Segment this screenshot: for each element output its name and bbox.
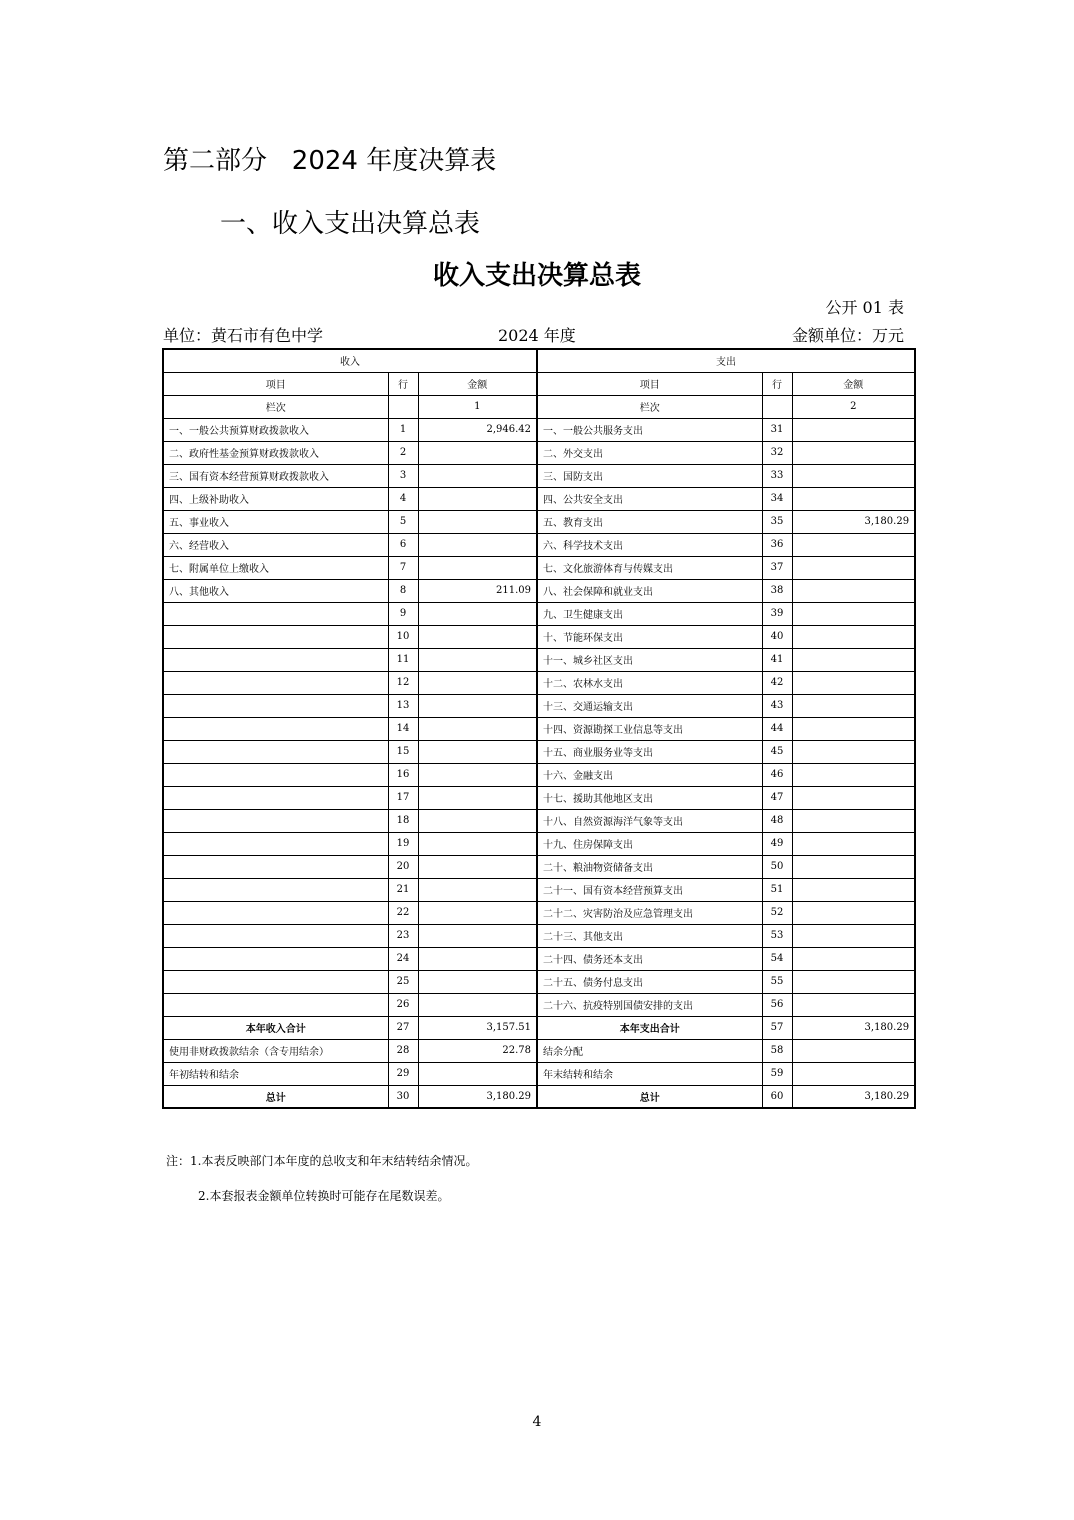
expense-item-cell: 十八、自然资源海洋气象等支出 (537, 809, 762, 832)
year-label: 2024 年度 (498, 326, 576, 345)
income-item-cell (163, 740, 388, 763)
expense-line-cell: 37 (762, 556, 792, 579)
table-row (163, 855, 915, 878)
income-amount-cell (418, 832, 537, 855)
table-row (163, 878, 915, 901)
form-code: 公开 01 表 (825, 298, 904, 317)
expense-line-cell: 45 (762, 740, 792, 763)
expense-item-cell: 本年支出合计 (537, 1016, 762, 1039)
table-row (163, 1062, 915, 1085)
income-line-cell: 14 (388, 717, 418, 740)
income-line-cell: 13 (388, 694, 418, 717)
expense-line-header: 行 (762, 372, 792, 395)
expense-amount-cell (792, 418, 915, 441)
expense-amount-cell (792, 901, 915, 924)
expense-item-cell: 二十四、债务还本支出 (537, 947, 762, 970)
expense-line-cell: 32 (762, 441, 792, 464)
table-row (163, 947, 915, 970)
expense-line-cell: 55 (762, 970, 792, 993)
expense-line-cell: 40 (762, 625, 792, 648)
income-amount-cell (418, 924, 537, 947)
income-line-cell: 27 (388, 1016, 418, 1039)
income-amount-cell (418, 993, 537, 1016)
expense-amount-cell (792, 694, 915, 717)
expense-line-cell: 60 (762, 1085, 792, 1108)
income-amount-cell (418, 464, 537, 487)
expense-seq-line (762, 395, 792, 418)
income-item-cell: 总计 (163, 1085, 388, 1108)
income-item-header: 项目 (163, 372, 388, 395)
table-row (163, 625, 915, 648)
table-row (163, 717, 915, 740)
expense-item-cell: 五、教育支出 (537, 510, 762, 533)
expense-line-cell: 47 (762, 786, 792, 809)
expense-line-cell: 34 (762, 487, 792, 510)
income-item-cell (163, 786, 388, 809)
income-amount-cell (418, 947, 537, 970)
note-2: 2.本套报表金额单位转换时可能存在尾数误差。 (198, 1189, 450, 1203)
expense-item-cell: 十七、援助其他地区支出 (537, 786, 762, 809)
expense-line-cell: 38 (762, 579, 792, 602)
income-line-cell: 1 (388, 418, 418, 441)
expense-item-cell: 结余分配 (537, 1039, 762, 1062)
income-item-cell (163, 763, 388, 786)
income-line-cell: 30 (388, 1085, 418, 1108)
income-line-cell: 18 (388, 809, 418, 832)
expense-line-cell: 49 (762, 832, 792, 855)
expense-line-cell: 46 (762, 763, 792, 786)
expense-line-cell: 56 (762, 993, 792, 1016)
expense-line-cell: 48 (762, 809, 792, 832)
table-row (163, 441, 915, 464)
expense-group-header: 支出 (537, 349, 915, 372)
income-amount-cell (418, 648, 537, 671)
income-item-cell: 五、事业收入 (163, 510, 388, 533)
expense-item-cell: 四、公共安全支出 (537, 487, 762, 510)
expense-line-cell: 50 (762, 855, 792, 878)
table-row (163, 970, 915, 993)
income-item-cell (163, 924, 388, 947)
expense-amount-cell: 3,180.29 (792, 510, 915, 533)
table-row (163, 510, 915, 533)
income-seq-label: 栏次 (163, 395, 388, 418)
expense-item-cell: 十四、资源勘探工业信息等支出 (537, 717, 762, 740)
income-amount-cell (418, 441, 537, 464)
income-item-cell (163, 809, 388, 832)
expense-line-cell: 36 (762, 533, 792, 556)
table-row (163, 740, 915, 763)
table-row (163, 602, 915, 625)
income-seq-line (388, 395, 418, 418)
income-amount-cell: 211.09 (418, 579, 537, 602)
income-line-cell: 7 (388, 556, 418, 579)
expense-line-cell: 42 (762, 671, 792, 694)
expense-amount-cell (792, 947, 915, 970)
table-row (163, 993, 915, 1016)
income-line-cell: 9 (388, 602, 418, 625)
expense-item-cell: 二十五、债务付息支出 (537, 970, 762, 993)
expense-item-cell: 二十六、抗疫特别国债安排的支出 (537, 993, 762, 1016)
income-item-cell (163, 878, 388, 901)
income-item-cell (163, 993, 388, 1016)
income-item-cell (163, 694, 388, 717)
expense-item-cell: 二十二、灾害防治及应急管理支出 (537, 901, 762, 924)
income-item-cell: 八、其他收入 (163, 579, 388, 602)
expense-amount-cell (792, 464, 915, 487)
expense-line-cell: 52 (762, 901, 792, 924)
section-title: 一、收入支出决算总表 (220, 209, 481, 239)
expense-amount-cell (792, 809, 915, 832)
expense-item-cell: 八、社会保障和就业支出 (537, 579, 762, 602)
income-item-cell (163, 832, 388, 855)
expense-amount-cell (792, 625, 915, 648)
table-row (163, 901, 915, 924)
expense-item-cell: 十二、农林水支出 (537, 671, 762, 694)
income-item-cell: 六、经营收入 (163, 533, 388, 556)
table-body (163, 349, 915, 1108)
income-item-cell (163, 947, 388, 970)
income-line-cell: 2 (388, 441, 418, 464)
expense-item-cell: 二十、粮油物资储备支出 (537, 855, 762, 878)
income-line-cell: 11 (388, 648, 418, 671)
income-line-header: 行 (388, 372, 418, 395)
table-row (163, 832, 915, 855)
table-row (163, 1085, 915, 1108)
income-amount-cell (418, 855, 537, 878)
expense-item-cell: 二、外交支出 (537, 441, 762, 464)
income-amount-cell (418, 901, 537, 924)
income-amount-header: 金额 (418, 372, 537, 395)
income-amount-cell (418, 510, 537, 533)
expense-item-cell: 十五、商业服务业等支出 (537, 740, 762, 763)
income-line-cell: 3 (388, 464, 418, 487)
income-amount-cell: 3,157.51 (418, 1016, 537, 1039)
expense-amount-cell (792, 832, 915, 855)
income-line-cell: 10 (388, 625, 418, 648)
expense-amount-cell (792, 556, 915, 579)
expense-item-cell: 十九、住房保障支出 (537, 832, 762, 855)
expense-item-cell: 十一、城乡社区支出 (537, 648, 762, 671)
income-amount-cell (418, 786, 537, 809)
amount-unit: 金额单位：万元 (791, 326, 904, 345)
income-line-cell: 12 (388, 671, 418, 694)
expense-line-cell: 39 (762, 602, 792, 625)
income-line-cell: 29 (388, 1062, 418, 1085)
income-item-cell: 三、国有资本经营预算财政拨款收入 (163, 464, 388, 487)
income-line-cell: 20 (388, 855, 418, 878)
income-line-cell: 19 (388, 832, 418, 855)
income-amount-cell (418, 740, 537, 763)
income-item-cell (163, 970, 388, 993)
table-row (163, 464, 915, 487)
income-item-cell: 本年收入合计 (163, 1016, 388, 1039)
income-expense-table (162, 348, 916, 1109)
expense-item-cell: 总计 (537, 1085, 762, 1108)
income-item-cell: 年初结转和结余 (163, 1062, 388, 1085)
table-row (163, 1039, 915, 1062)
expense-amount-cell (792, 579, 915, 602)
income-amount-cell (418, 763, 537, 786)
income-seq-number: 1 (418, 395, 537, 418)
expense-item-cell: 十六、金融支出 (537, 763, 762, 786)
income-line-cell: 21 (388, 878, 418, 901)
table-row (163, 579, 915, 602)
expense-line-cell: 53 (762, 924, 792, 947)
income-line-cell: 26 (388, 993, 418, 1016)
income-amount-cell: 2,946.42 (418, 418, 537, 441)
income-line-cell: 5 (388, 510, 418, 533)
expense-amount-cell (792, 763, 915, 786)
expense-amount-cell (792, 740, 915, 763)
income-amount-cell (418, 878, 537, 901)
expense-item-cell: 二十一、国有资本经营预算支出 (537, 878, 762, 901)
income-item-cell: 七、附属单位上缴收入 (163, 556, 388, 579)
expense-item-cell: 年末结转和结余 (537, 1062, 762, 1085)
expense-amount-cell (792, 1062, 915, 1085)
income-item-cell: 使用非财政拨款结余（含专用结余） (163, 1039, 388, 1062)
income-line-cell: 23 (388, 924, 418, 947)
expense-amount-cell (792, 648, 915, 671)
expense-line-cell: 44 (762, 717, 792, 740)
income-amount-cell (418, 625, 537, 648)
income-line-cell: 28 (388, 1039, 418, 1062)
income-item-cell (163, 901, 388, 924)
expense-line-cell: 43 (762, 694, 792, 717)
expense-item-cell: 六、科学技术支出 (537, 533, 762, 556)
expense-amount-cell (792, 970, 915, 993)
table-header-row-columns (163, 372, 915, 395)
income-group-header: 收入 (163, 349, 537, 372)
income-item-cell (163, 602, 388, 625)
expense-line-cell: 54 (762, 947, 792, 970)
expense-item-header: 项目 (537, 372, 762, 395)
income-amount-cell: 3,180.29 (418, 1085, 537, 1108)
table-row (163, 533, 915, 556)
expense-amount-cell (792, 1039, 915, 1062)
income-item-cell (163, 625, 388, 648)
table-row (163, 786, 915, 809)
income-item-cell (163, 648, 388, 671)
income-amount-cell (418, 970, 537, 993)
table-row (163, 763, 915, 786)
expense-seq-label: 栏次 (537, 395, 762, 418)
note-1: 注：1.本表反映部门本年度的总收支和年末结转结余情况。 (166, 1154, 478, 1168)
table-row (163, 556, 915, 579)
expense-amount-cell: 3,180.29 (792, 1085, 915, 1108)
table-row (163, 694, 915, 717)
table-row (163, 418, 915, 441)
expense-item-cell: 十、节能环保支出 (537, 625, 762, 648)
income-amount-cell (418, 487, 537, 510)
income-item-cell: 二、政府性基金预算财政拨款收入 (163, 441, 388, 464)
expense-line-cell: 41 (762, 648, 792, 671)
table-row (163, 487, 915, 510)
income-line-cell: 16 (388, 763, 418, 786)
table-row (163, 1016, 915, 1039)
expense-amount-cell (792, 717, 915, 740)
income-item-cell (163, 855, 388, 878)
income-amount-cell (418, 602, 537, 625)
income-amount-cell (418, 717, 537, 740)
expense-amount-cell (792, 602, 915, 625)
income-amount-cell: 22.78 (418, 1039, 537, 1062)
expense-item-cell: 十三、交通运输支出 (537, 694, 762, 717)
income-line-cell: 4 (388, 487, 418, 510)
income-amount-cell (418, 1062, 537, 1085)
expense-amount-header: 金额 (792, 372, 915, 395)
part-title: 第二部分 2024 年度决算表 (163, 146, 497, 176)
expense-amount-cell (792, 786, 915, 809)
expense-item-cell: 七、文化旅游体育与传媒支出 (537, 556, 762, 579)
table-row (163, 809, 915, 832)
income-line-cell: 17 (388, 786, 418, 809)
income-line-cell: 25 (388, 970, 418, 993)
page-number: 4 (532, 1414, 542, 1430)
income-line-cell: 24 (388, 947, 418, 970)
expense-line-cell: 33 (762, 464, 792, 487)
expense-amount-cell (792, 487, 915, 510)
table-header-row-groups (163, 349, 915, 372)
expense-amount-cell (792, 993, 915, 1016)
income-amount-cell (418, 671, 537, 694)
income-item-cell: 一、一般公共预算财政拨款收入 (163, 418, 388, 441)
expense-line-cell: 35 (762, 510, 792, 533)
expense-line-cell: 57 (762, 1016, 792, 1039)
income-line-cell: 22 (388, 901, 418, 924)
expense-seq-number: 2 (792, 395, 915, 418)
expense-amount-cell (792, 441, 915, 464)
income-item-cell: 四、上级补助收入 (163, 487, 388, 510)
table-header-row-seq (163, 395, 915, 418)
income-amount-cell (418, 694, 537, 717)
expense-line-cell: 31 (762, 418, 792, 441)
expense-line-cell: 59 (762, 1062, 792, 1085)
income-amount-cell (418, 809, 537, 832)
expense-line-cell: 51 (762, 878, 792, 901)
income-line-cell: 6 (388, 533, 418, 556)
expense-item-cell: 九、卫生健康支出 (537, 602, 762, 625)
income-line-cell: 8 (388, 579, 418, 602)
table-row (163, 671, 915, 694)
expense-amount-cell: 3,180.29 (792, 1016, 915, 1039)
income-amount-cell (418, 533, 537, 556)
income-item-cell (163, 671, 388, 694)
unit-label: 单位：黄石市有色中学 (163, 326, 324, 345)
expense-amount-cell (792, 924, 915, 947)
expense-line-cell: 58 (762, 1039, 792, 1062)
table-row (163, 648, 915, 671)
expense-amount-cell (792, 533, 915, 556)
income-item-cell (163, 717, 388, 740)
expense-amount-cell (792, 671, 915, 694)
expense-amount-cell (792, 855, 915, 878)
expense-item-cell: 一、一般公共服务支出 (537, 418, 762, 441)
table-title: 收入支出决算总表 (432, 261, 641, 291)
expense-item-cell: 三、国防支出 (537, 464, 762, 487)
expense-amount-cell (792, 878, 915, 901)
income-line-cell: 15 (388, 740, 418, 763)
table-row (163, 924, 915, 947)
income-amount-cell (418, 556, 537, 579)
expense-item-cell: 二十三、其他支出 (537, 924, 762, 947)
